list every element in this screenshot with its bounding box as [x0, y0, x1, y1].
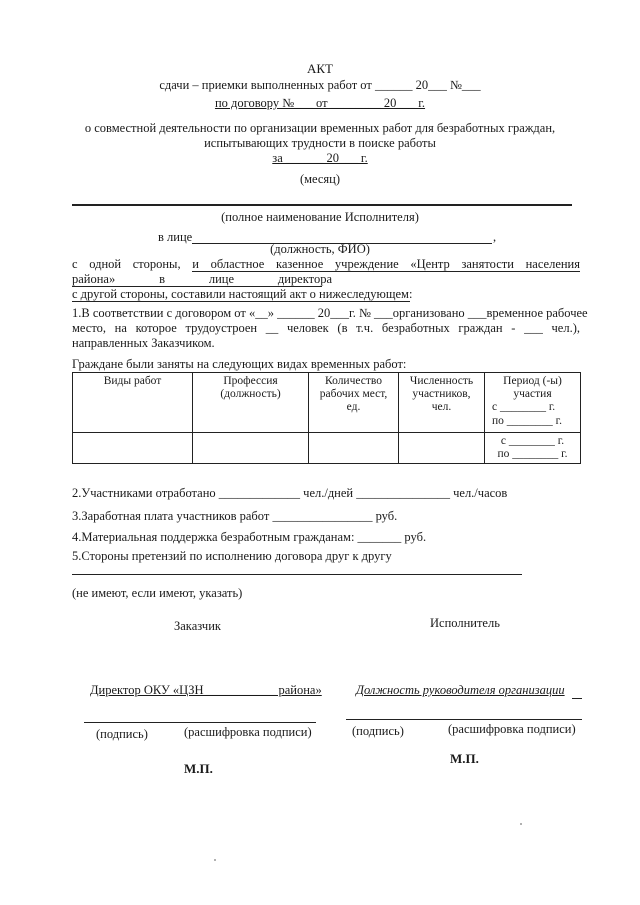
- works-intro: Граждане были заняты на следующих видах временных работ:: [72, 357, 407, 371]
- executor-name-caption: (полное наименование Исполнителя): [221, 210, 419, 224]
- customer-decode-label: (расшифровка подписи): [184, 725, 312, 739]
- header-period-title: Период (-ы) участия: [503, 375, 562, 401]
- cell-period: [485, 433, 581, 464]
- paragraph-1-line-3: направленных Заказчиком.: [72, 336, 215, 350]
- works-table-header-row: [73, 373, 581, 433]
- period-from-1: с ________ г.: [492, 401, 556, 414]
- paragraph-5: 5.Стороны претензий по исполнению договора друг к другу: [72, 549, 392, 563]
- month-caption: (месяц): [299, 172, 341, 186]
- header-work-types: Виды работ: [73, 373, 193, 433]
- claims-field-line: [72, 574, 522, 575]
- paragraph-1-line-2: место, на которое трудоустроен __ человек (в т.ч. безработных граждан - ___ чел.),: [72, 321, 580, 335]
- executor-signature-line: [346, 719, 582, 720]
- scan-speck: [520, 823, 522, 825]
- executor-head-position: Должность руководителя организации: [356, 683, 565, 697]
- cell-workplaces: [309, 433, 399, 464]
- claims-note: (не имеют, если имеют, указать): [72, 586, 243, 600]
- cell-participants: [399, 433, 485, 464]
- other-side-line: с другой стороны, составили настоящий акт о нижеследующем:: [72, 287, 413, 301]
- one-side-line-1: с одной стороны, и областное казенное учреждение «Центр занятости населения: [72, 257, 580, 271]
- paragraph-2: 2.Участниками отработано _____________ чел./дней _______________ чел./часов: [72, 486, 508, 500]
- header-participants: Численность участников, чел.: [399, 373, 485, 433]
- paragraph-4: 4.Материальная поддержка безработным гражданам: _______ руб.: [72, 530, 427, 544]
- v-litse-label: в лице: [158, 230, 193, 244]
- executor-decode-label: (расшифровка подписи): [448, 722, 576, 736]
- subject-line-1: о совместной деятельности по организации временных работ для безработных граждан,: [84, 121, 556, 135]
- act-date-number-line: сдачи – приемки выполненных работ от ______ 20___ №___: [159, 78, 481, 92]
- period-to-1: по ________ г.: [492, 414, 562, 427]
- paragraph-1-line-1: 1.В соответствии с договором от «__» ______ 20___г. № ___организовано ___временное рабочее: [72, 306, 588, 320]
- contract-line: по договору №___ от ________ 20___ г.: [214, 96, 426, 110]
- works-table-row: [73, 433, 581, 464]
- header-profession: Профессия (должность): [193, 373, 309, 433]
- period-line: за ______ 20___ г.: [272, 151, 368, 165]
- scan-speck: [214, 859, 216, 861]
- cell-profession: [193, 433, 309, 464]
- period-from-2: с ________ г.: [500, 435, 565, 447]
- customer-director-position: Директор ОКУ «ЦЗН ___________ района»: [90, 683, 322, 697]
- executor-position-underline-tail: [572, 698, 582, 699]
- customer-signature-line: [84, 722, 316, 723]
- paragraph-3: 3.Заработная плата участников работ ________________ руб.: [72, 509, 398, 523]
- header-period: [485, 373, 581, 433]
- other-side-underline: [72, 301, 410, 302]
- executor-signature-label: (подпись): [352, 724, 404, 738]
- customer-stamp-place: М.П.: [184, 761, 213, 776]
- cell-work-type: [73, 433, 193, 464]
- document-title: АКТ: [307, 61, 333, 76]
- v-litse-comma: ,: [493, 230, 497, 244]
- subject-line-2: испытывающих трудности в поиске работы: [204, 136, 436, 150]
- works-table: [72, 372, 581, 464]
- executor-stamp-place: М.П.: [450, 751, 479, 766]
- customer-signature-label: (подпись): [96, 727, 148, 741]
- one-side-line-2: района» в лице директора: [72, 272, 332, 286]
- position-fio-caption: (должность, ФИО): [270, 242, 370, 256]
- header-workplaces: Количество рабочих мест, ед.: [309, 373, 399, 433]
- executor-side-label: Исполнитель: [430, 616, 500, 630]
- period-fields-1: [488, 401, 577, 427]
- executor-name-field-line: [72, 204, 572, 206]
- period-to-2: по ________ г.: [497, 448, 568, 461]
- customer-side-label: Заказчик: [174, 619, 221, 633]
